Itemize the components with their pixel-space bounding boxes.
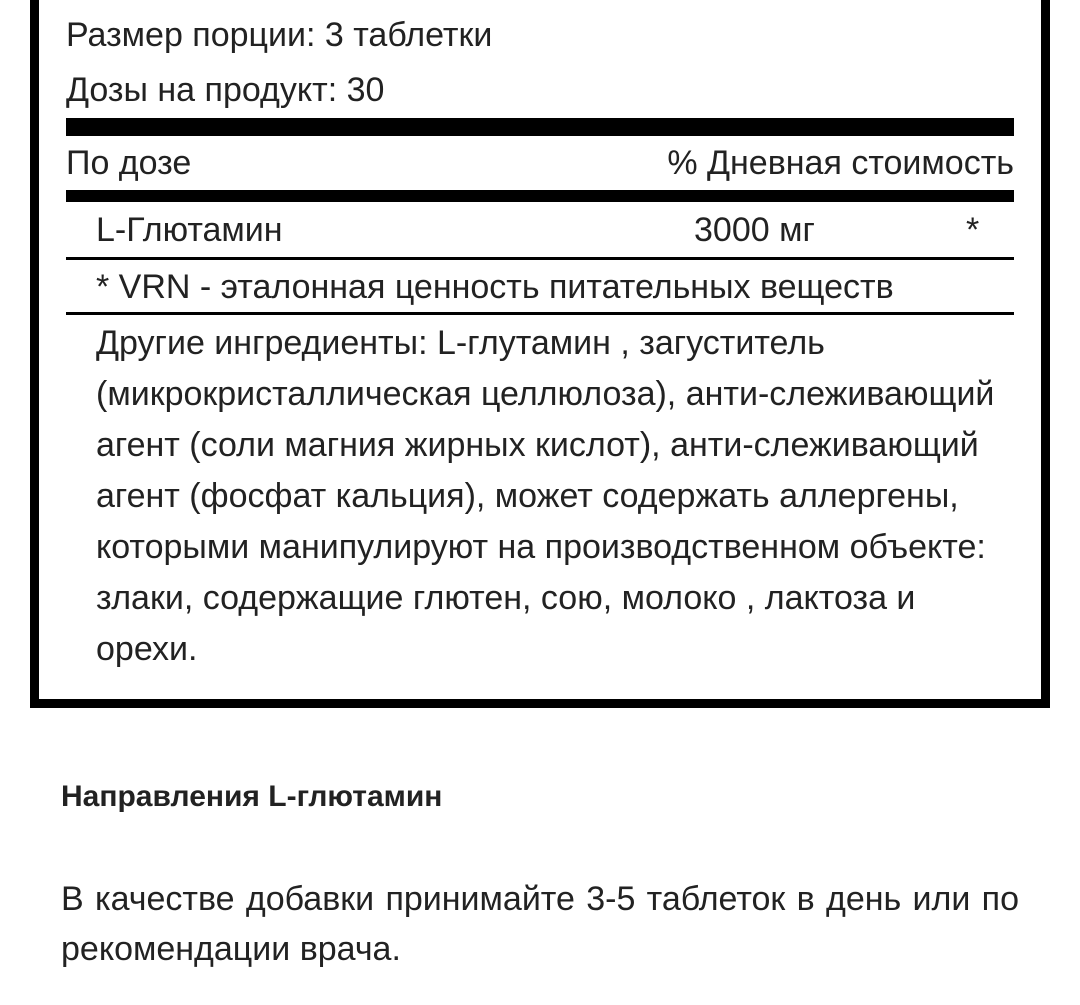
- daily-value-header: % Дневная стоимость: [667, 144, 1014, 182]
- thin-divider: [66, 312, 1014, 315]
- nutrient-amount: 3000 мг: [694, 211, 815, 249]
- per-serving-header: По дозе: [66, 144, 192, 182]
- thick-divider: [66, 118, 1014, 136]
- nutrient-daily-value: *: [966, 211, 980, 249]
- serving-size-text: Размер порции: 3 таблетки: [66, 16, 493, 54]
- directions-text: В качестве добавки принимайте 3-5 таблеток в день или по рекомендации врача.: [61, 880, 1019, 968]
- directions-heading: Направления L-глютамин: [61, 780, 443, 813]
- footnote-text: * VRN - эталонная ценность питательных веществ: [96, 268, 894, 306]
- other-ingredients-text: Другие ингредиенты: L-глутамин , загуститель (микрокристаллическая целлюлоза), анти-слеживающий агент (соли магния жирных кислот), анти-слеживающий агент (фосфат кальция), может содержать аллергены, которыми манипулируют на производственном объекте: злаки, содержащие глютен, сою, молоко , лактоза и орехи.: [96, 324, 995, 668]
- thick-divider: [66, 190, 1014, 202]
- thin-divider: [66, 257, 1014, 260]
- nutrient-name: L-Глютамин: [96, 211, 283, 249]
- servings-per-container-text: Дозы на продукт: 30: [66, 71, 385, 109]
